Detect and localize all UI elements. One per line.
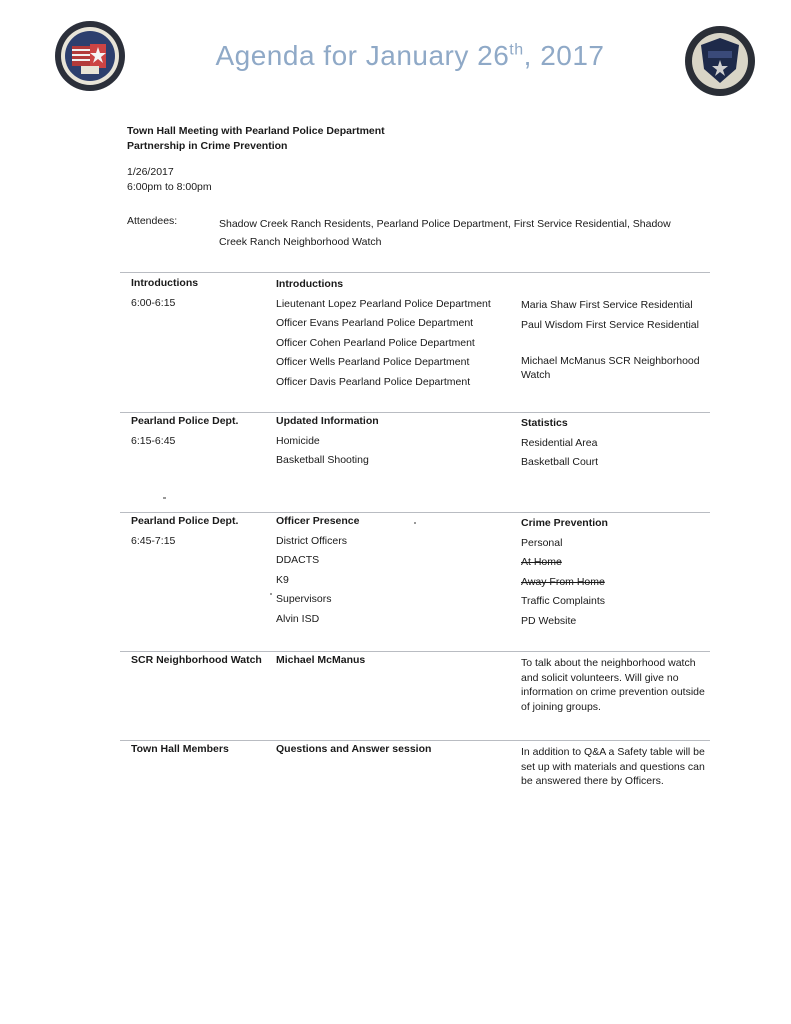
scan-mark [414, 522, 416, 524]
topic-column [276, 275, 491, 392]
section-presenter: SCR Neighborhood Watch [131, 654, 262, 666]
section-time: 6:45-7:15 [131, 534, 176, 547]
section-presenter: Pearland Police Dept. [131, 515, 239, 527]
topic-item: Officer Davis Pearland Police Department [276, 375, 471, 388]
right-heading: Crime Prevention [521, 517, 608, 529]
topic-item: Officer Evans Pearland Police Department [276, 317, 474, 329]
meeting-datetime [127, 165, 212, 195]
presenter-column [131, 412, 238, 451]
section-presenter: Introductions [131, 277, 199, 289]
section-note: In addition to Q&A a Safety table will be set up with materials and questions can be answered there by Officers. [521, 746, 705, 787]
topic-item: District Officers [276, 534, 347, 547]
right-item: Paul Wisdom First Service Residential [521, 318, 699, 331]
right-item: Personal [521, 536, 563, 549]
meeting-date: 1/26/2017 [127, 166, 174, 178]
attendees-label: Attendees: [127, 215, 178, 227]
right-item: Michael McManus SCR Neighborhood [521, 355, 700, 367]
topic-item: K9 [276, 573, 289, 586]
meeting-title-line2: Partnership in Crime Prevention [127, 140, 288, 152]
right-item: Traffic Complaints [521, 595, 606, 607]
right-column [521, 414, 598, 473]
right-item: PD Website [521, 614, 577, 627]
topic-item: Basketball Shooting [276, 454, 369, 466]
topic-column [276, 512, 359, 629]
topic-item: DDACTS [276, 554, 320, 566]
right-item: Watch [521, 369, 551, 381]
meeting-title-line1: Town Hall Meeting with Pearland Police Department [127, 125, 385, 137]
topic-item: Homicide [276, 434, 320, 447]
title-superscript: th [509, 41, 524, 59]
right-heading: Statistics [521, 417, 568, 429]
right-item: At Home [521, 556, 562, 568]
topic-heading: Michael McManus [276, 654, 366, 666]
section-presenter: Town Hall Members [131, 743, 229, 755]
attendees-list: Shadow Creek Ranch Residents, Pearland Police Department, First Service Residential, Shadow Creek Ranch Neighborhood Watch [219, 218, 671, 248]
section-presenter: Pearland Police Dept. [131, 415, 239, 427]
police-badge-seal-right [684, 25, 756, 97]
section-note: To talk about the neighborhood watch and solicit volunteers. Will give no information on crime prevention outside of joining groups. [521, 657, 705, 713]
presenter-column [131, 512, 238, 551]
topic-item: Supervisors [276, 593, 332, 605]
topic-item: Officer Cohen Pearland Police Department [276, 336, 475, 349]
title-main: Agenda for January 26 [215, 40, 510, 71]
section-time: 6:00-6:15 [131, 296, 176, 309]
right-item: Maria Shaw First Service Residential [521, 299, 693, 311]
topic-heading: Updated Information [276, 415, 379, 427]
scan-mark [163, 497, 166, 499]
right-item: Away From Home [521, 575, 605, 588]
topic-heading: Officer Presence [276, 515, 360, 527]
page-title [150, 40, 670, 72]
topic-heading: Introductions [276, 278, 344, 290]
topic-column [276, 412, 379, 471]
pearland-police-seal-left [54, 20, 126, 92]
scan-mark [270, 593, 272, 595]
right-item: Residential Area [521, 436, 598, 449]
title-year: , 2017 [523, 40, 605, 71]
topic-item: Lieutenant Lopez Pearland Police Department [276, 297, 491, 310]
topic-item: Officer Wells Pearland Police Department [276, 356, 470, 368]
right-item: Basketball Court [521, 456, 599, 468]
section-divider [120, 272, 710, 273]
right-column [521, 296, 700, 382]
topic-item: Alvin ISD [276, 612, 320, 625]
section-time: 6:15-6:45 [131, 434, 176, 447]
topic-heading: Questions and Answer session [276, 743, 432, 755]
meeting-time: 6:00pm to 8:00pm [127, 181, 212, 193]
presenter-column [131, 274, 198, 313]
right-column [521, 514, 608, 631]
meeting-title [127, 124, 385, 154]
